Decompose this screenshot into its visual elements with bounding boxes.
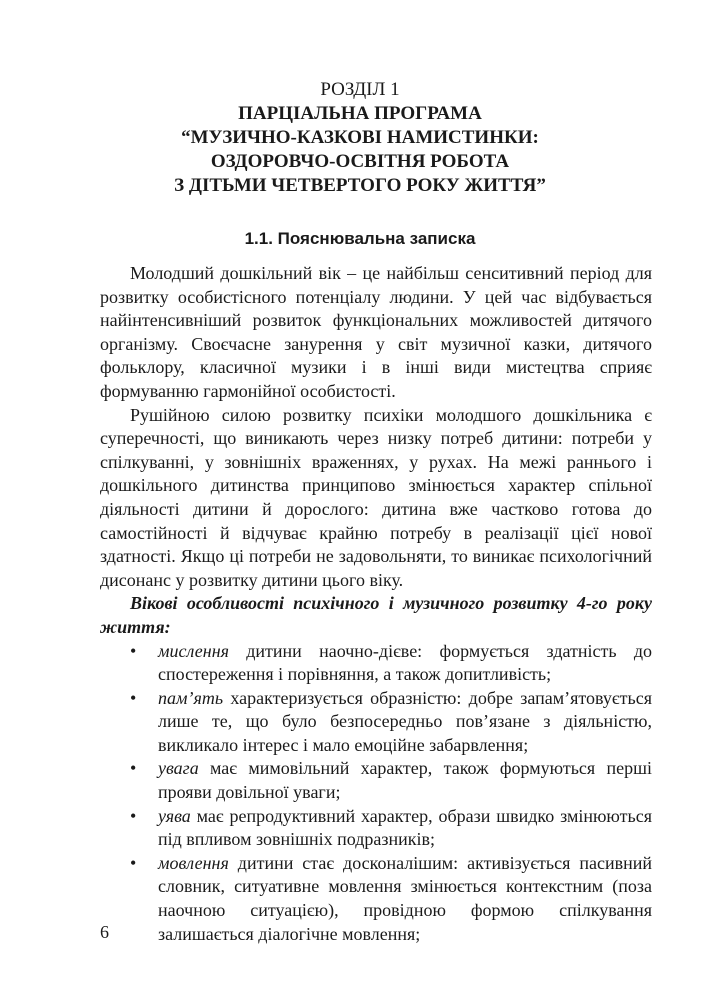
- list-item-text: характеризується образністю: добре запам’ятовується лише те, що було безпосередньо пов’язане з діяльністю, викликало інтерес і мало емоційне забарвлення;: [158, 687, 652, 755]
- list-item-term: мислення: [158, 640, 229, 661]
- bullet-icon: •: [130, 758, 137, 779]
- list-item-term: увага: [158, 758, 199, 779]
- bullet-icon: •: [130, 687, 137, 708]
- page-number: 6: [100, 922, 109, 942]
- chapter-heading: [60, 78, 660, 198]
- list-item: [100, 640, 652, 687]
- list-item: [100, 852, 652, 946]
- paragraph: Рушійною силою розвитку психіки молодшого дошкільника є суперечності, що виникають через низку потреб дитини: потреби у спілкуванні, у зовнішніх враженнях, у рухах. На межі раннього і дошкільного дитинства принципово змінюється характер спільної діяльності дитини й дорослого: дитина вже частково готова до самостійності й відчуває крайню потребу в реалізації цієї нової здатності. Якщо ці потреби не задовольняти, то виникає психологічний дисонанс у розвитку дитини цього віку.: [100, 404, 652, 590]
- chapter-title-line: “МУЗИЧНО-КАЗКОВІ НАМИСТИНКИ:: [181, 127, 539, 148]
- list-item: [100, 757, 652, 804]
- chapter-title-line: ПАРЦІАЛЬНА ПРОГРАМА: [238, 103, 482, 124]
- subsection-heading: 1.1. Пояснювальна записка: [244, 229, 476, 248]
- features-list: [100, 640, 652, 947]
- list-item-term: уява: [158, 805, 191, 826]
- list-item-text: дитини наочно-дієве: формується здатність до спостереження і порівняння, а також допитливість;: [158, 640, 652, 685]
- paragraph: Молодший дошкільний вік – це найбільш сенситивний період для розвитку особистісного потенціалу людини. У цей час відбувається найінтенсивніший розвиток функціональних можливостей дитячого організму. Своєчасне занурення у світ музичної казки, дитячого фольклору, класичної музики і в інші види мистецтва сприяє формуванню гармонійної особистості.: [100, 263, 652, 401]
- chapter-title-line: З ДІТЬМИ ЧЕТВЕРТОГО РОКУ ЖИТТЯ”: [174, 175, 546, 196]
- features-heading: Вікові особливості психічного і музичного розвитку 4-го року життя:: [100, 593, 652, 637]
- list-item: [100, 687, 652, 758]
- list-item: [100, 805, 652, 852]
- bullet-icon: •: [130, 852, 137, 873]
- chapter-title-line: ОЗДОРОВЧО-ОСВІТНЯ РОБОТА: [210, 151, 510, 172]
- section-label: РОЗДІЛ 1: [320, 79, 400, 100]
- body-text: [100, 262, 652, 946]
- list-item-term: пам’ять: [158, 687, 224, 708]
- list-item-text: має репродуктивний характер, образи швидко змінюються під впливом зовнішніх подразників;: [158, 805, 652, 850]
- list-item-text: має мимовільний характер, також формуються перші прояви довільної уваги;: [158, 758, 652, 803]
- bullet-icon: •: [130, 805, 137, 826]
- bullet-icon: •: [130, 640, 137, 661]
- list-item-text: дитини стає досконалішим: активізується пасивний словник, ситуативне мовлення змінюється контекстним (поза наочною ситуацією), провідною формою спілкування залишається діалогічне мовлення;: [158, 852, 652, 944]
- list-item-term: мовлення: [158, 852, 229, 873]
